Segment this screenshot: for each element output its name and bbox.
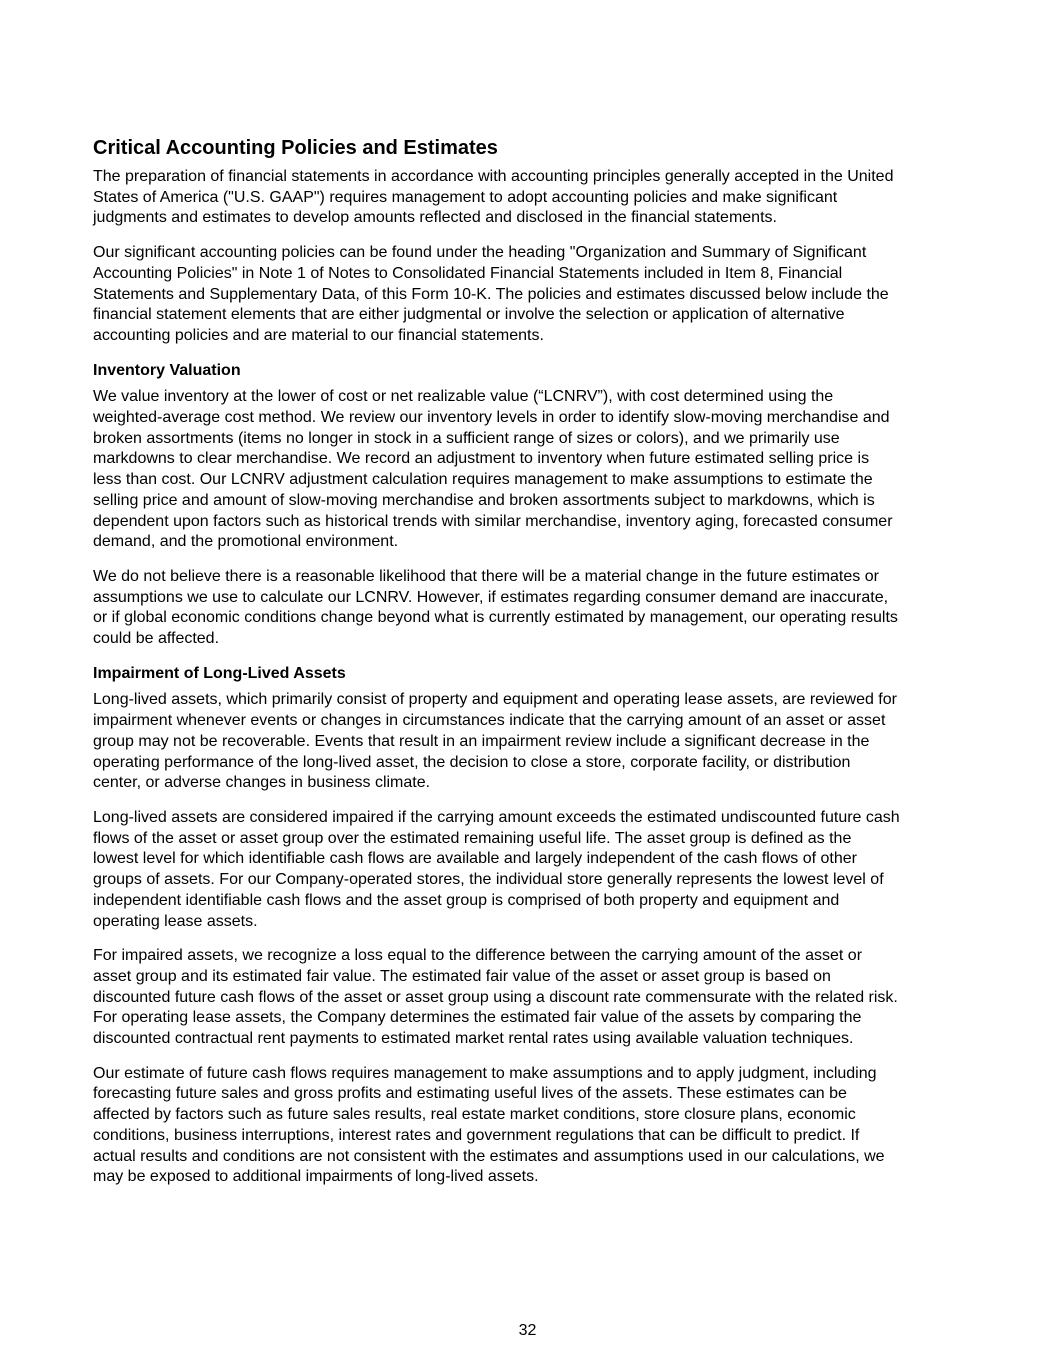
paragraph xyxy=(93,1064,973,1188)
text-line: demand, and the promotional environment. xyxy=(93,533,399,551)
paragraph xyxy=(93,243,973,347)
text-line: asset group and its estimated fair value. The estimated fair value of the asset or asset group is based on xyxy=(93,967,831,985)
text-line: broken assortments (items no longer in stock in a sufficient range of sizes or colors), and we primarily use xyxy=(93,429,840,447)
text-line: discounted contractual rent payments to estimated market rental rates using available valuation techniques. xyxy=(93,1030,854,1048)
text-line: judgments and estimates to develop amounts reflected and disclosed in the financial statements. xyxy=(93,209,777,227)
text-line: discounted future cash flows of the asset or asset group using a discount rate commensurate with the related risk. xyxy=(93,988,898,1006)
text-line: We do not believe there is a reasonable likelihood that there will be a material change in the future estimates or xyxy=(93,567,879,585)
text-line: Our estimate of future cash flows requires management to make assumptions and to apply judgment, including xyxy=(93,1064,877,1082)
text-line: groups of assets. For our Company-operated stores, the individual store generally represents the lowest level of xyxy=(93,871,884,889)
text-line: weighted-average cost method. We review our inventory levels in order to identify slow-moving merchandise and xyxy=(93,409,890,427)
text-line: Our significant accounting policies can be found under the heading "Organization and Summary of Significant xyxy=(93,244,867,262)
text-line: affected by factors such as future sales results, real estate market conditions, store closure plans, economic xyxy=(93,1106,856,1124)
text-line: States of America ("U.S. GAAP") requires management to adopt accounting policies and make significant xyxy=(93,188,838,206)
text-line: assumptions we use to calculate our LCNRV. However, if estimates regarding consumer demand are inaccurate, xyxy=(93,588,889,606)
text-line: Long-lived assets, which primarily consist of property and equipment and operating lease assets, are reviewed for xyxy=(93,691,897,709)
text-line: operating lease assets. xyxy=(93,912,258,930)
text-line: could be affected. xyxy=(93,630,220,648)
subsection-heading: Inventory Valuation xyxy=(93,361,241,379)
text-line: may be exposed to additional impairments of long-lived assets. xyxy=(93,1168,539,1186)
paragraph xyxy=(93,690,973,794)
paragraph xyxy=(93,167,973,229)
text-line: independent identifiable cash flows and the asset group is comprised of both property and equipment and xyxy=(93,891,840,909)
text-line: Long-lived assets are considered impaired if the carrying amount exceeds the estimated undiscounted future cash xyxy=(93,808,900,826)
text-line: The preparation of financial statements in accordance with accounting principles generally accepted in the United xyxy=(93,168,894,185)
section-content xyxy=(93,167,973,1188)
paragraph xyxy=(93,387,973,553)
text-line: financial statement elements that are either judgmental or involve the selection or application of alternative xyxy=(93,306,845,324)
text-line: dependent upon factors such as historical trends with similar merchandise, inventory aging, forecasted consumer xyxy=(93,512,893,530)
text-line: Statements and Supplementary Data, of this Form 10-K. The policies and estimates discussed below include the xyxy=(93,285,889,303)
text-line: group may not be recoverable. Events that result in an impairment review include a significant decrease in the xyxy=(93,732,870,750)
text-line: selling price and amount of slow-moving merchandise and broken assortments subject to markdowns, which is xyxy=(93,491,875,509)
subsection-heading: Impairment of Long-Lived Assets xyxy=(93,664,346,682)
paragraph xyxy=(93,808,973,932)
text-line: less than cost. Our LCNRV adjustment calculation requires management to make assumptions to estimate the xyxy=(93,471,873,489)
text-line: operating performance of the long-lived asset, the decision to close a store, corporate facility, or distribution xyxy=(93,753,851,771)
page-number: 32 xyxy=(518,1322,537,1339)
text-line: For operating lease assets, the Company determines the estimated fair value of the assets by comparing the xyxy=(93,1009,862,1027)
paragraph xyxy=(93,946,973,1050)
text-line: conditions, business interruptions, interest rates and government regulations that can be difficult to predict. If xyxy=(93,1126,860,1144)
text-line: accounting policies and are material to our financial statements. xyxy=(93,326,544,344)
text-line: markdowns to clear merchandise. We record an adjustment to inventory when future estimated selling price is xyxy=(93,450,870,468)
text-line: Accounting Policies" in Note 1 of Notes to Consolidated Financial Statements included in Item 8, Financial xyxy=(93,264,843,282)
text-line: forecasting future sales and gross profits and estimating useful lives of the assets. These estimates can be xyxy=(93,1085,847,1103)
text-line: flows of the asset or asset group over the estimated remaining useful life. The asset group is defined as the xyxy=(93,829,852,847)
text-line: lowest level for which identifiable cash flows are available and largely independent of the cash flows of other xyxy=(93,850,857,868)
section-title: Critical Accounting Policies and Estimates xyxy=(93,137,498,159)
paragraph xyxy=(93,567,973,650)
text-line: For impaired assets, we recognize a loss equal to the difference between the carrying amount of the asset or xyxy=(93,947,863,965)
text-line: actual results and conditions are not consistent with the estimates and assumptions used in our calculations, we xyxy=(93,1147,885,1165)
text-line: We value inventory at the lower of cost or net realizable value (“LCNRV”), with cost determined using the xyxy=(93,388,834,406)
text-line: impairment whenever events or changes in circumstances indicate that the carrying amount of an asset or asset xyxy=(93,712,886,730)
text-line: center, or adverse changes in business climate. xyxy=(93,774,431,792)
text-line: or if global economic conditions change beyond what is currently estimated by management, our operating results xyxy=(93,609,898,627)
document-body xyxy=(93,135,973,1202)
